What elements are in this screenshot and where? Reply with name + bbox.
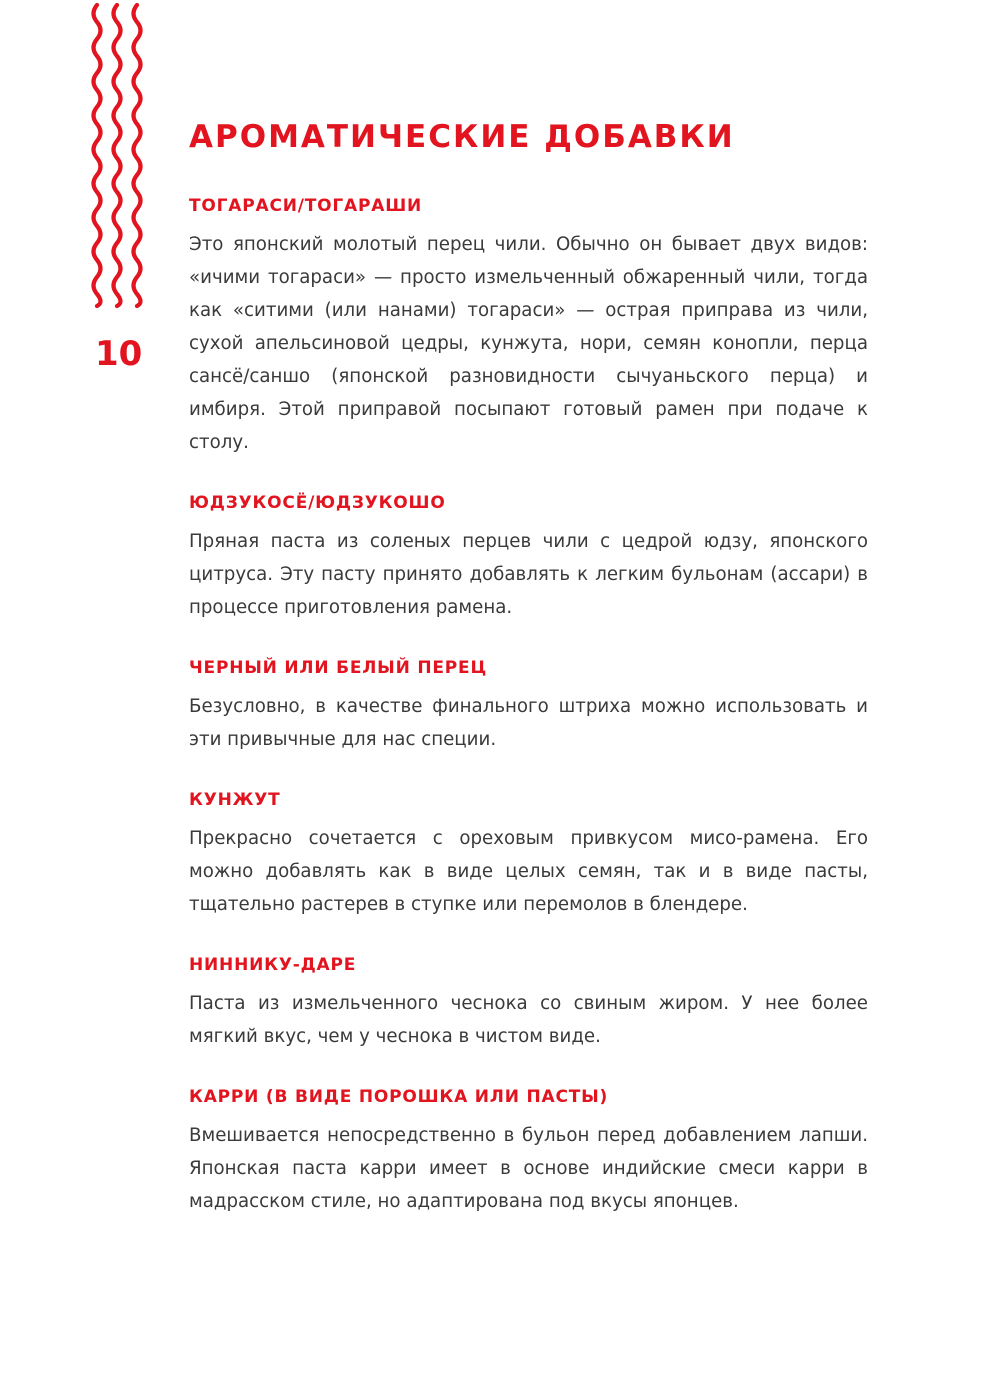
section-heading: ЧЕРНЫЙ ИЛИ БЕЛЫЙ ПЕРЕЦ [189, 658, 488, 678]
section-togarashi [189, 194, 868, 459]
section-heading: КАРРИ (В ВИДЕ ПОРОШКА ИЛИ ПАСТЫ) [189, 1087, 609, 1107]
section-ninniku-dare [189, 953, 868, 1053]
page-title: АРОМАТИЧЕСКИЕ ДОБАВКИ [189, 119, 735, 155]
section-text: Безусловно, в качестве финального штриха можно использовать и эти привычные для нас специи. [189, 696, 868, 750]
noodle-waves-icon [88, 0, 146, 310]
section-heading: ТОГАРАСИ/ТОГАРАШИ [189, 196, 423, 216]
section-text: Это японский молотый перец чили. Обычно он бывает двух видов: «ичими тогараси» — просто измельченный обжаренный чили, тогда как «ситими (или нанами) тогараси» — острая приправа из чили, сухой апельсиновой цедры, кунжута, нори, семян конопли, перца сансё/саншо (японской разновидности сычуаньского перца) и имбиря. Этой приправой посыпают готовый рамен при подаче к столу. [189, 234, 868, 453]
section-text: Вмешивается непосредственно в бульон перед добавлением лапши. Японская паста карри имеет в основе индийские смеси карри в мадрасском стиле, но адаптирована под вкусы японцев. [189, 1125, 868, 1212]
section-text: Паста из измельченного чеснока со свиным жиром. У нее более мягкий вкус, чем у чеснока в чистом виде. [189, 993, 868, 1047]
section-heading: КУНЖУТ [189, 790, 281, 810]
section-heading: НИННИКУ-ДАРЕ [189, 955, 357, 975]
noodle-wave-2 [114, 5, 121, 306]
section-text: Пряная паста из соленых перцев чили с цедрой юдзу, японского цитруса. Эту пасту принято добавлять к легким бульонам (ассари) в процессе приготовления рамена. [189, 531, 868, 618]
section-yuzukosho [189, 491, 868, 624]
section-curry [189, 1085, 868, 1218]
page-number: 10 [95, 334, 143, 374]
noodle-wave-3 [134, 5, 141, 306]
main-content [189, 112, 868, 1218]
noodle-wave-1 [94, 5, 101, 306]
section-sesame [189, 788, 868, 921]
section-heading: ЮДЗУКОСЁ/ЮДЗУКОШО [189, 493, 446, 513]
section-text: Прекрасно сочетается с ореховым привкусом мисо-рамена. Его можно добавлять как в виде целых семян, так и в виде пасты, тщательно растерев в ступке или перемолов в блендере. [189, 828, 868, 915]
section-pepper [189, 656, 868, 756]
